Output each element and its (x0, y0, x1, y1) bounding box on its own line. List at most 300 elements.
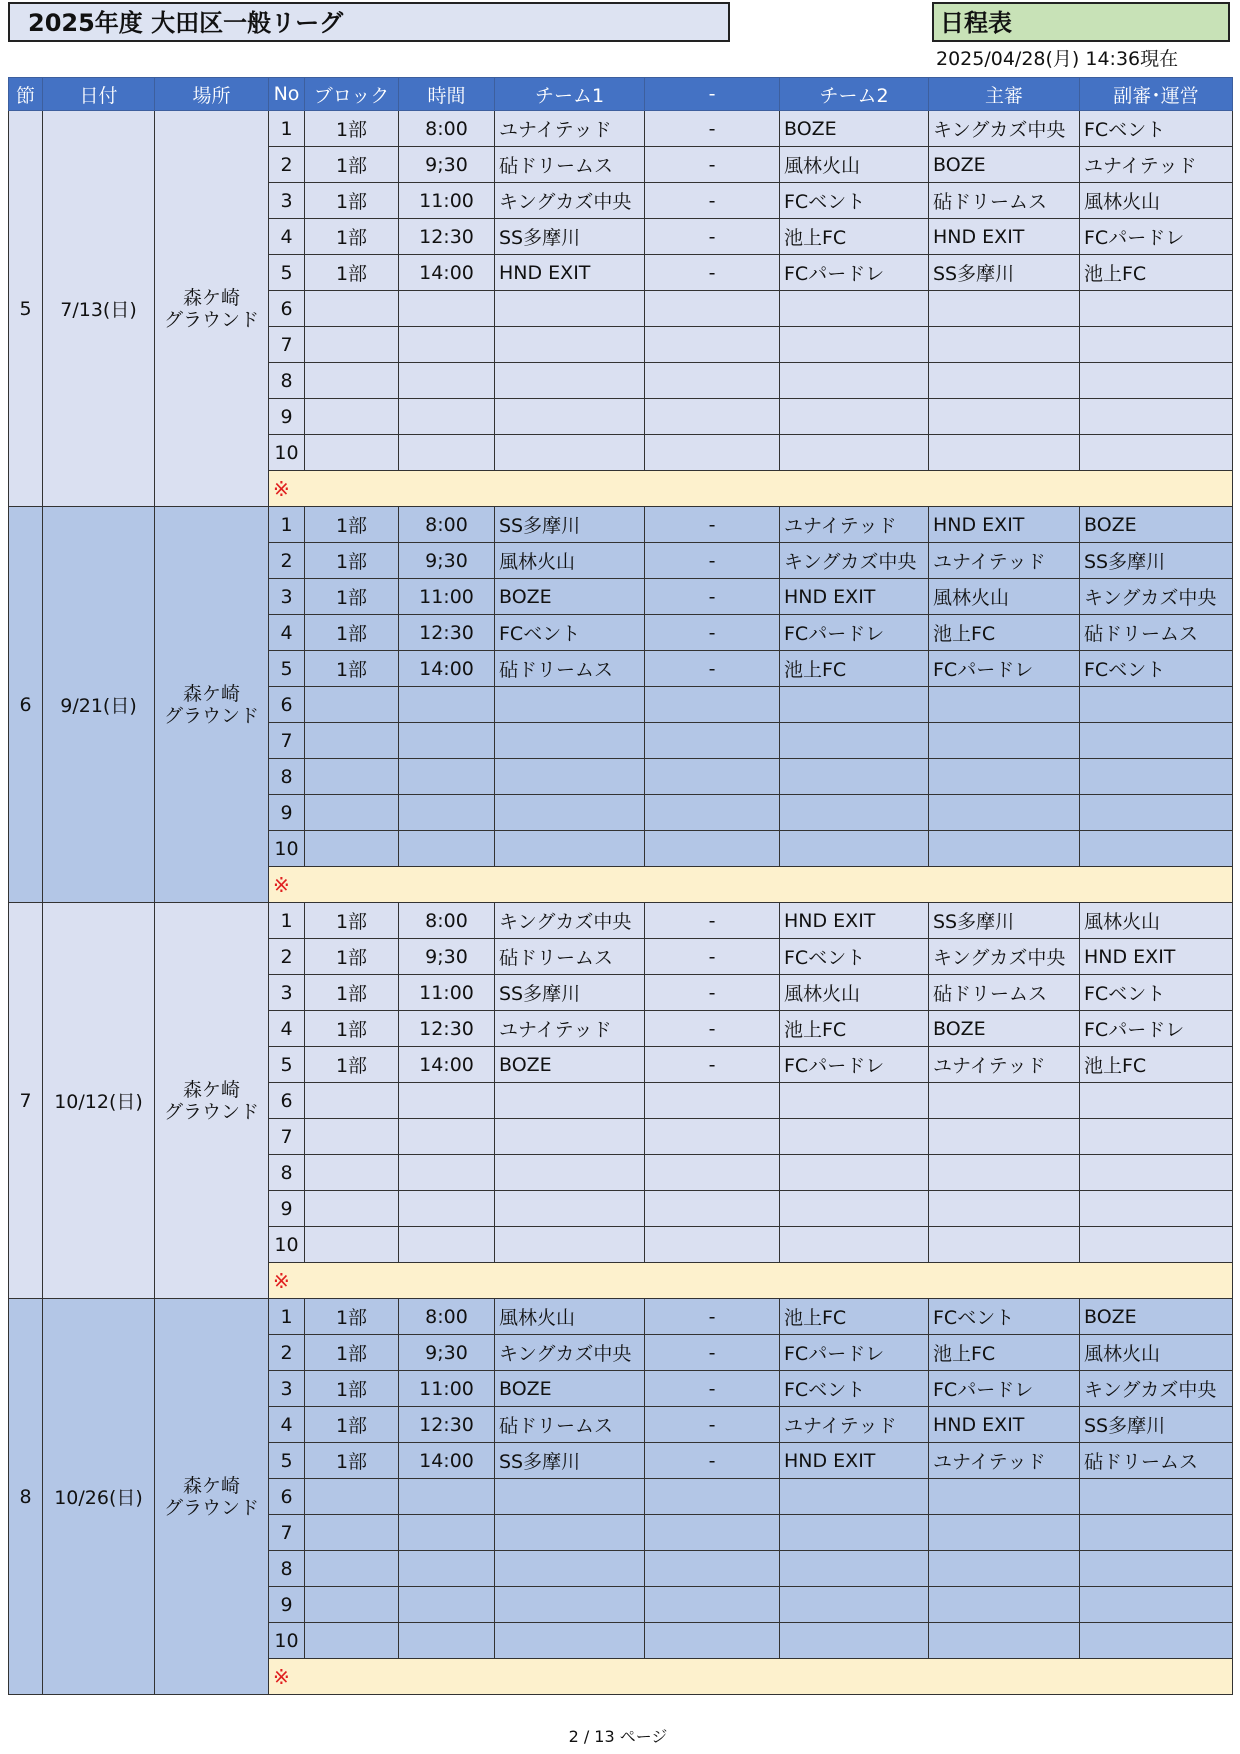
match-team2[interactable] (780, 795, 929, 831)
match-block[interactable]: 1部 (305, 219, 399, 255)
match-block[interactable]: 1部 (305, 939, 399, 975)
match-team1[interactable] (495, 363, 645, 399)
match-dash[interactable]: - (645, 903, 780, 939)
match-team2[interactable]: FCパードレ (780, 255, 929, 291)
match-no[interactable]: 7 (269, 327, 305, 363)
match-assistant[interactable]: FCパードレ (1080, 219, 1233, 255)
match-time[interactable] (399, 291, 495, 327)
match-dash[interactable] (645, 759, 780, 795)
match-team2[interactable]: FCベント (780, 1371, 929, 1407)
match-block[interactable]: 1部 (305, 579, 399, 615)
match-team2[interactable] (780, 1119, 929, 1155)
match-block[interactable]: 1部 (305, 1371, 399, 1407)
match-dash[interactable] (645, 1623, 780, 1659)
match-time[interactable] (399, 399, 495, 435)
match-time[interactable]: 14:00 (399, 1443, 495, 1479)
match-assistant[interactable] (1080, 1155, 1233, 1191)
match-block[interactable]: 1部 (305, 903, 399, 939)
match-no[interactable]: 5 (269, 255, 305, 291)
match-team1[interactable]: SS多摩川 (495, 507, 645, 543)
match-team2[interactable]: 風林火山 (780, 975, 929, 1011)
match-team1[interactable] (495, 723, 645, 759)
match-referee[interactable] (929, 1227, 1080, 1263)
match-referee[interactable] (929, 1551, 1080, 1587)
match-referee[interactable]: HND EXIT (929, 219, 1080, 255)
match-no[interactable]: 7 (269, 723, 305, 759)
match-no[interactable]: 4 (269, 219, 305, 255)
match-assistant[interactable] (1080, 435, 1233, 471)
match-dash[interactable]: - (645, 1407, 780, 1443)
match-team2[interactable]: 池上FC (780, 1011, 929, 1047)
match-dash[interactable]: - (645, 1299, 780, 1335)
match-team1[interactable]: キングカズ中央 (495, 1335, 645, 1371)
match-team2[interactable] (780, 1515, 929, 1551)
match-no[interactable]: 5 (269, 1443, 305, 1479)
match-team2[interactable]: 風林火山 (780, 147, 929, 183)
match-no[interactable]: 7 (269, 1515, 305, 1551)
match-assistant[interactable] (1080, 831, 1233, 867)
match-team2[interactable]: FCベント (780, 939, 929, 975)
match-team2[interactable]: HND EXIT (780, 579, 929, 615)
match-dash[interactable] (645, 291, 780, 327)
col-header-no[interactable]: No (269, 78, 305, 111)
match-team2[interactable] (780, 687, 929, 723)
match-team2[interactable]: HND EXIT (780, 903, 929, 939)
match-team1[interactable] (495, 435, 645, 471)
match-no[interactable]: 9 (269, 1587, 305, 1623)
match-team1[interactable] (495, 1515, 645, 1551)
match-block[interactable] (305, 1623, 399, 1659)
match-time[interactable]: 12:30 (399, 219, 495, 255)
match-referee[interactable]: ユナイテッド (929, 543, 1080, 579)
match-block[interactable] (305, 723, 399, 759)
match-team1[interactable] (495, 291, 645, 327)
match-no[interactable]: 3 (269, 579, 305, 615)
match-referee[interactable] (929, 795, 1080, 831)
match-dash[interactable] (645, 327, 780, 363)
match-referee[interactable]: キングカズ中央 (929, 111, 1080, 147)
match-no[interactable]: 3 (269, 1371, 305, 1407)
match-block[interactable] (305, 687, 399, 723)
match-team2[interactable] (780, 831, 929, 867)
match-dash[interactable] (645, 1551, 780, 1587)
col-header-time[interactable]: 時間 (399, 78, 495, 111)
col-header-team2[interactable]: チーム2 (780, 78, 929, 111)
match-assistant[interactable] (1080, 1623, 1233, 1659)
match-team2[interactable]: FCパードレ (780, 1047, 929, 1083)
round-number[interactable]: 7 (9, 903, 43, 1299)
round-place[interactable]: 森ケ崎 グラウンド (155, 903, 269, 1299)
match-dash[interactable]: - (645, 975, 780, 1011)
match-time[interactable]: 9;30 (399, 543, 495, 579)
round-date[interactable]: 10/26(日) (43, 1299, 155, 1695)
round-date[interactable]: 9/21(日) (43, 507, 155, 903)
match-team2[interactable] (780, 1587, 929, 1623)
match-time[interactable]: 8:00 (399, 903, 495, 939)
match-assistant[interactable]: BOZE (1080, 507, 1233, 543)
match-team2[interactable] (780, 399, 929, 435)
match-referee[interactable]: HND EXIT (929, 507, 1080, 543)
match-assistant[interactable] (1080, 687, 1233, 723)
match-team2[interactable]: キングカズ中央 (780, 543, 929, 579)
match-no[interactable]: 4 (269, 1011, 305, 1047)
match-dash[interactable]: - (645, 1011, 780, 1047)
match-no[interactable]: 9 (269, 399, 305, 435)
match-time[interactable]: 12:30 (399, 615, 495, 651)
match-dash[interactable]: - (645, 1443, 780, 1479)
match-no[interactable]: 10 (269, 1227, 305, 1263)
col-header-team1[interactable]: チーム1 (495, 78, 645, 111)
match-team2[interactable] (780, 1551, 929, 1587)
match-team1[interactable] (495, 687, 645, 723)
match-block[interactable] (305, 759, 399, 795)
match-no[interactable]: 1 (269, 903, 305, 939)
match-team1[interactable]: 砧ドリームス (495, 651, 645, 687)
match-dash[interactable]: - (645, 183, 780, 219)
match-team1[interactable] (495, 1623, 645, 1659)
match-team2[interactable] (780, 1191, 929, 1227)
match-team2[interactable]: ユナイテッド (780, 507, 929, 543)
match-referee[interactable] (929, 291, 1080, 327)
match-block[interactable]: 1部 (305, 111, 399, 147)
match-dash[interactable] (645, 795, 780, 831)
match-assistant[interactable] (1080, 1479, 1233, 1515)
match-team2[interactable]: FCベント (780, 183, 929, 219)
match-assistant[interactable]: 風林火山 (1080, 903, 1233, 939)
match-referee[interactable]: 池上FC (929, 615, 1080, 651)
match-team1[interactable] (495, 1479, 645, 1515)
match-time[interactable] (399, 327, 495, 363)
match-team1[interactable]: 砧ドリームス (495, 939, 645, 975)
match-no[interactable]: 8 (269, 1551, 305, 1587)
match-block[interactable]: 1部 (305, 183, 399, 219)
match-referee[interactable]: 砧ドリームス (929, 183, 1080, 219)
match-referee[interactable] (929, 399, 1080, 435)
match-dash[interactable] (645, 1119, 780, 1155)
match-referee[interactable] (929, 435, 1080, 471)
match-assistant[interactable]: FCベント (1080, 111, 1233, 147)
match-team2[interactable] (780, 759, 929, 795)
match-no[interactable]: 5 (269, 1047, 305, 1083)
match-block[interactable]: 1部 (305, 543, 399, 579)
match-assistant[interactable]: FCパードレ (1080, 1011, 1233, 1047)
match-block[interactable] (305, 1191, 399, 1227)
match-referee[interactable] (929, 363, 1080, 399)
match-time[interactable] (399, 1083, 495, 1119)
match-team1[interactable]: SS多摩川 (495, 1443, 645, 1479)
match-block[interactable] (305, 399, 399, 435)
match-no[interactable]: 9 (269, 1191, 305, 1227)
match-no[interactable]: 1 (269, 1299, 305, 1335)
match-team1[interactable] (495, 1119, 645, 1155)
match-block[interactable] (305, 1479, 399, 1515)
match-dash[interactable]: - (645, 219, 780, 255)
match-block[interactable]: 1部 (305, 1011, 399, 1047)
match-referee[interactable] (929, 1623, 1080, 1659)
col-header-date[interactable]: 日付 (43, 78, 155, 111)
match-time[interactable]: 11:00 (399, 1371, 495, 1407)
match-assistant[interactable]: ユナイテッド (1080, 147, 1233, 183)
match-assistant[interactable]: SS多摩川 (1080, 1407, 1233, 1443)
match-referee[interactable]: ユナイテッド (929, 1047, 1080, 1083)
match-time[interactable] (399, 1479, 495, 1515)
match-assistant[interactable] (1080, 759, 1233, 795)
match-referee[interactable]: 砧ドリームス (929, 975, 1080, 1011)
match-no[interactable]: 9 (269, 795, 305, 831)
match-team1[interactable]: ユナイテッド (495, 111, 645, 147)
match-referee[interactable] (929, 327, 1080, 363)
match-referee[interactable] (929, 1083, 1080, 1119)
match-assistant[interactable]: FCベント (1080, 651, 1233, 687)
note-cell[interactable] (269, 1263, 1233, 1299)
match-referee[interactable]: 風林火山 (929, 579, 1080, 615)
match-assistant[interactable] (1080, 1587, 1233, 1623)
match-assistant[interactable] (1080, 723, 1233, 759)
match-referee[interactable]: SS多摩川 (929, 255, 1080, 291)
match-referee[interactable] (929, 831, 1080, 867)
match-time[interactable] (399, 723, 495, 759)
round-date[interactable]: 7/13(日) (43, 111, 155, 507)
match-team2[interactable]: ユナイテッド (780, 1407, 929, 1443)
match-team1[interactable]: キングカズ中央 (495, 903, 645, 939)
match-dash[interactable]: - (645, 255, 780, 291)
match-block[interactable] (305, 1551, 399, 1587)
match-team2[interactable]: 池上FC (780, 219, 929, 255)
match-dash[interactable]: - (645, 147, 780, 183)
match-team1[interactable] (495, 759, 645, 795)
match-time[interactable] (399, 795, 495, 831)
match-no[interactable]: 5 (269, 651, 305, 687)
match-time[interactable] (399, 1623, 495, 1659)
match-time[interactable]: 8:00 (399, 507, 495, 543)
match-referee[interactable]: FCベント (929, 1299, 1080, 1335)
match-team2[interactable] (780, 723, 929, 759)
match-time[interactable]: 11:00 (399, 579, 495, 615)
match-no[interactable]: 2 (269, 939, 305, 975)
match-no[interactable]: 6 (269, 1083, 305, 1119)
match-dash[interactable]: - (645, 651, 780, 687)
match-referee[interactable]: ユナイテッド (929, 1443, 1080, 1479)
match-team1[interactable]: BOZE (495, 1047, 645, 1083)
match-no[interactable]: 10 (269, 435, 305, 471)
match-assistant[interactable] (1080, 327, 1233, 363)
match-assistant[interactable] (1080, 795, 1233, 831)
match-team1[interactable]: SS多摩川 (495, 219, 645, 255)
match-block[interactable]: 1部 (305, 1047, 399, 1083)
match-referee[interactable] (929, 1191, 1080, 1227)
match-no[interactable]: 6 (269, 687, 305, 723)
match-no[interactable]: 6 (269, 291, 305, 327)
match-no[interactable]: 8 (269, 363, 305, 399)
match-time[interactable] (399, 1119, 495, 1155)
round-place[interactable]: 森ケ崎 グラウンド (155, 507, 269, 903)
match-team1[interactable]: 砧ドリームス (495, 1407, 645, 1443)
match-assistant[interactable] (1080, 291, 1233, 327)
match-referee[interactable]: 池上FC (929, 1335, 1080, 1371)
match-team1[interactable] (495, 399, 645, 435)
match-no[interactable]: 2 (269, 1335, 305, 1371)
match-no[interactable]: 7 (269, 1119, 305, 1155)
match-dash[interactable] (645, 435, 780, 471)
match-block[interactable] (305, 795, 399, 831)
match-time[interactable]: 11:00 (399, 183, 495, 219)
match-assistant[interactable]: SS多摩川 (1080, 543, 1233, 579)
match-dash[interactable] (645, 687, 780, 723)
match-block[interactable]: 1部 (305, 1407, 399, 1443)
match-dash[interactable]: - (645, 1047, 780, 1083)
match-assistant[interactable] (1080, 1191, 1233, 1227)
match-block[interactable]: 1部 (305, 1443, 399, 1479)
match-team1[interactable] (495, 1551, 645, 1587)
match-time[interactable]: 11:00 (399, 975, 495, 1011)
match-assistant[interactable]: BOZE (1080, 1299, 1233, 1335)
match-dash[interactable]: - (645, 1371, 780, 1407)
match-dash[interactable]: - (645, 579, 780, 615)
match-team2[interactable] (780, 435, 929, 471)
match-team2[interactable] (780, 1083, 929, 1119)
match-block[interactable] (305, 435, 399, 471)
match-referee[interactable] (929, 687, 1080, 723)
match-dash[interactable]: - (645, 615, 780, 651)
match-block[interactable]: 1部 (305, 615, 399, 651)
match-time[interactable]: 14:00 (399, 651, 495, 687)
match-team1[interactable]: BOZE (495, 1371, 645, 1407)
match-dash[interactable] (645, 1479, 780, 1515)
match-referee[interactable] (929, 1119, 1080, 1155)
match-dash[interactable] (645, 363, 780, 399)
match-referee[interactable] (929, 1155, 1080, 1191)
match-referee[interactable]: FCパードレ (929, 1371, 1080, 1407)
match-team2[interactable] (780, 1479, 929, 1515)
match-assistant[interactable]: 砧ドリームス (1080, 1443, 1233, 1479)
match-no[interactable]: 2 (269, 543, 305, 579)
match-referee[interactable]: FCパードレ (929, 651, 1080, 687)
match-time[interactable] (399, 1155, 495, 1191)
match-dash[interactable] (645, 1191, 780, 1227)
match-assistant[interactable]: 池上FC (1080, 1047, 1233, 1083)
match-dash[interactable]: - (645, 543, 780, 579)
round-number[interactable]: 5 (9, 111, 43, 507)
col-header-setsu[interactable]: 節 (9, 78, 43, 111)
col-header-assistant[interactable]: 副審･運営 (1080, 78, 1233, 111)
match-team2[interactable] (780, 291, 929, 327)
match-assistant[interactable]: HND EXIT (1080, 939, 1233, 975)
match-assistant[interactable] (1080, 1551, 1233, 1587)
match-no[interactable]: 3 (269, 975, 305, 1011)
match-time[interactable] (399, 831, 495, 867)
match-dash[interactable] (645, 831, 780, 867)
match-time[interactable]: 14:00 (399, 1047, 495, 1083)
match-team1[interactable]: ユナイテッド (495, 1011, 645, 1047)
match-block[interactable] (305, 291, 399, 327)
round-date[interactable]: 10/12(日) (43, 903, 155, 1299)
match-time[interactable]: 9;30 (399, 939, 495, 975)
match-time[interactable] (399, 1515, 495, 1551)
match-block[interactable]: 1部 (305, 255, 399, 291)
col-header-referee[interactable]: 主審 (929, 78, 1080, 111)
match-assistant[interactable] (1080, 1227, 1233, 1263)
match-dash[interactable] (645, 1227, 780, 1263)
match-time[interactable]: 9;30 (399, 1335, 495, 1371)
match-team1[interactable] (495, 831, 645, 867)
match-block[interactable]: 1部 (305, 1335, 399, 1371)
match-time[interactable]: 9;30 (399, 147, 495, 183)
note-cell[interactable] (269, 471, 1233, 507)
match-referee[interactable]: キングカズ中央 (929, 939, 1080, 975)
match-dash[interactable] (645, 1083, 780, 1119)
match-block[interactable] (305, 1227, 399, 1263)
match-block[interactable]: 1部 (305, 147, 399, 183)
match-time[interactable] (399, 435, 495, 471)
match-team2[interactable]: FCパードレ (780, 615, 929, 651)
match-team1[interactable] (495, 795, 645, 831)
col-header-place[interactable]: 場所 (155, 78, 269, 111)
col-header-dash[interactable]: - (645, 78, 780, 111)
match-no[interactable]: 4 (269, 615, 305, 651)
match-team2[interactable]: FCパードレ (780, 1335, 929, 1371)
match-assistant[interactable]: 風林火山 (1080, 1335, 1233, 1371)
match-time[interactable] (399, 1551, 495, 1587)
match-no[interactable]: 10 (269, 1623, 305, 1659)
match-dash[interactable] (645, 723, 780, 759)
match-block[interactable] (305, 831, 399, 867)
match-block[interactable]: 1部 (305, 507, 399, 543)
match-block[interactable] (305, 1083, 399, 1119)
match-time[interactable] (399, 1587, 495, 1623)
match-team1[interactable]: キングカズ中央 (495, 183, 645, 219)
match-team2[interactable]: BOZE (780, 111, 929, 147)
match-block[interactable]: 1部 (305, 1299, 399, 1335)
match-team1[interactable]: 砧ドリームス (495, 147, 645, 183)
match-time[interactable]: 14:00 (399, 255, 495, 291)
round-place[interactable]: 森ケ崎 グラウンド (155, 111, 269, 507)
match-time[interactable]: 8:00 (399, 1299, 495, 1335)
match-no[interactable]: 4 (269, 1407, 305, 1443)
match-referee[interactable]: HND EXIT (929, 1407, 1080, 1443)
match-time[interactable] (399, 363, 495, 399)
round-number[interactable]: 6 (9, 507, 43, 903)
match-dash[interactable]: - (645, 1335, 780, 1371)
match-team2[interactable] (780, 363, 929, 399)
match-dash[interactable]: - (645, 507, 780, 543)
match-assistant[interactable]: 池上FC (1080, 255, 1233, 291)
match-assistant[interactable] (1080, 363, 1233, 399)
match-no[interactable]: 2 (269, 147, 305, 183)
match-dash[interactable] (645, 399, 780, 435)
match-time[interactable]: 8:00 (399, 111, 495, 147)
match-referee[interactable] (929, 1479, 1080, 1515)
match-time[interactable]: 12:30 (399, 1407, 495, 1443)
match-team2[interactable] (780, 327, 929, 363)
match-team2[interactable]: HND EXIT (780, 1443, 929, 1479)
match-team2[interactable]: 池上FC (780, 651, 929, 687)
match-dash[interactable]: - (645, 939, 780, 975)
round-place[interactable]: 森ケ崎 グラウンド (155, 1299, 269, 1695)
match-dash[interactable] (645, 1587, 780, 1623)
match-assistant[interactable] (1080, 399, 1233, 435)
match-team1[interactable] (495, 1155, 645, 1191)
match-team1[interactable] (495, 1587, 645, 1623)
match-team2[interactable]: 池上FC (780, 1299, 929, 1335)
match-time[interactable] (399, 1227, 495, 1263)
round-number[interactable]: 8 (9, 1299, 43, 1695)
match-no[interactable]: 8 (269, 1155, 305, 1191)
match-team1[interactable] (495, 1191, 645, 1227)
match-team1[interactable] (495, 1083, 645, 1119)
match-block[interactable] (305, 1515, 399, 1551)
match-block[interactable] (305, 1587, 399, 1623)
match-referee[interactable] (929, 759, 1080, 795)
